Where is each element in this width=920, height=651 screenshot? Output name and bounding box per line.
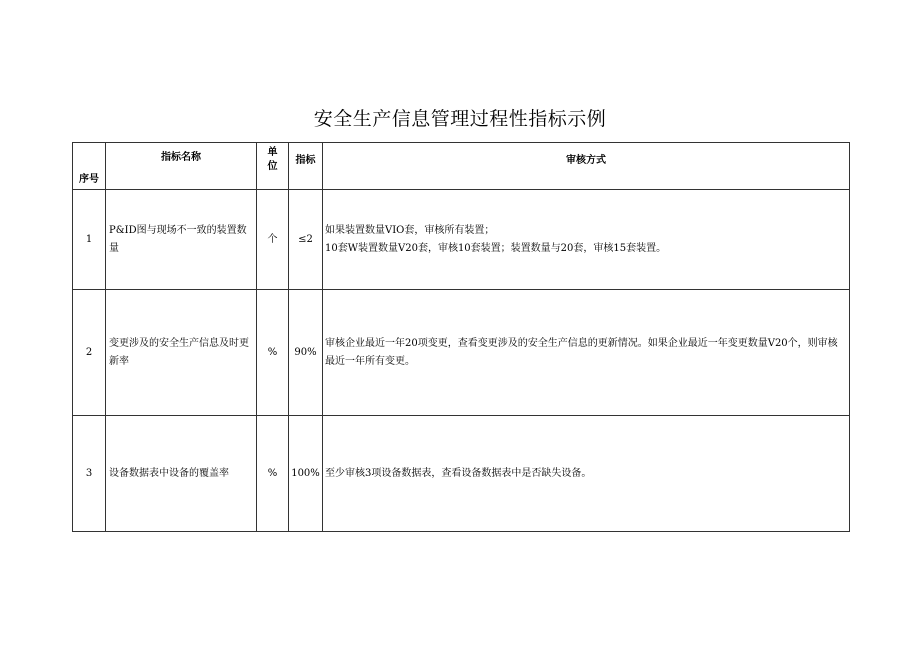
row-unit: 个 xyxy=(257,190,289,290)
header-unit-line1: 单 xyxy=(267,147,278,158)
row-seq: 3 xyxy=(73,416,106,532)
row-unit: % xyxy=(257,416,289,532)
table-row xyxy=(73,290,850,416)
row-target: ≤2 xyxy=(289,190,323,290)
row-method-text: 审核企业最近一年20项变更，查看变更涉及的安全生产信息的更新情况。如果企业最近一年变更数量V20个，则审核最近一年所有变更。 xyxy=(325,337,838,367)
row-target: 90% xyxy=(289,290,323,416)
row-method-text: 至少审核3项设备数据表，查看设备数据表中是否缺失设备。 xyxy=(325,467,592,479)
row-method xyxy=(323,190,850,290)
row-name: 设备数据表中设备的覆盖率 xyxy=(106,416,257,532)
header-target: 指标 xyxy=(289,143,323,190)
row-method-line: 如果装置数量VIO套，审核所有装置； xyxy=(325,224,495,236)
row-method xyxy=(323,416,850,532)
row-unit: % xyxy=(257,290,289,416)
row-target: 100% xyxy=(289,416,323,532)
row-seq: 1 xyxy=(73,190,106,290)
document-title: 安全生产信息管理过程性指标示例 xyxy=(313,108,607,130)
table-header-row xyxy=(73,143,850,190)
row-name: 变更涉及的安全生产信息及时更新率 xyxy=(106,290,257,416)
header-method: 审核方式 xyxy=(323,143,850,190)
table-row xyxy=(73,190,850,290)
row-method xyxy=(323,290,850,416)
header-unit-line2: 位 xyxy=(267,161,278,172)
header-name: 指标名称 xyxy=(106,143,257,190)
row-seq: 2 xyxy=(73,290,106,416)
row-method-line: 10套W装置数量V20套，审核10套装置；装置数量与20套，审核15套装置。 xyxy=(325,242,667,254)
header-unit xyxy=(257,143,289,190)
table-row xyxy=(73,416,850,532)
header-seq: 序号 xyxy=(73,143,106,190)
row-name: P&ID图与现场不一致的装置数量 xyxy=(106,190,257,290)
metrics-table xyxy=(72,142,850,532)
